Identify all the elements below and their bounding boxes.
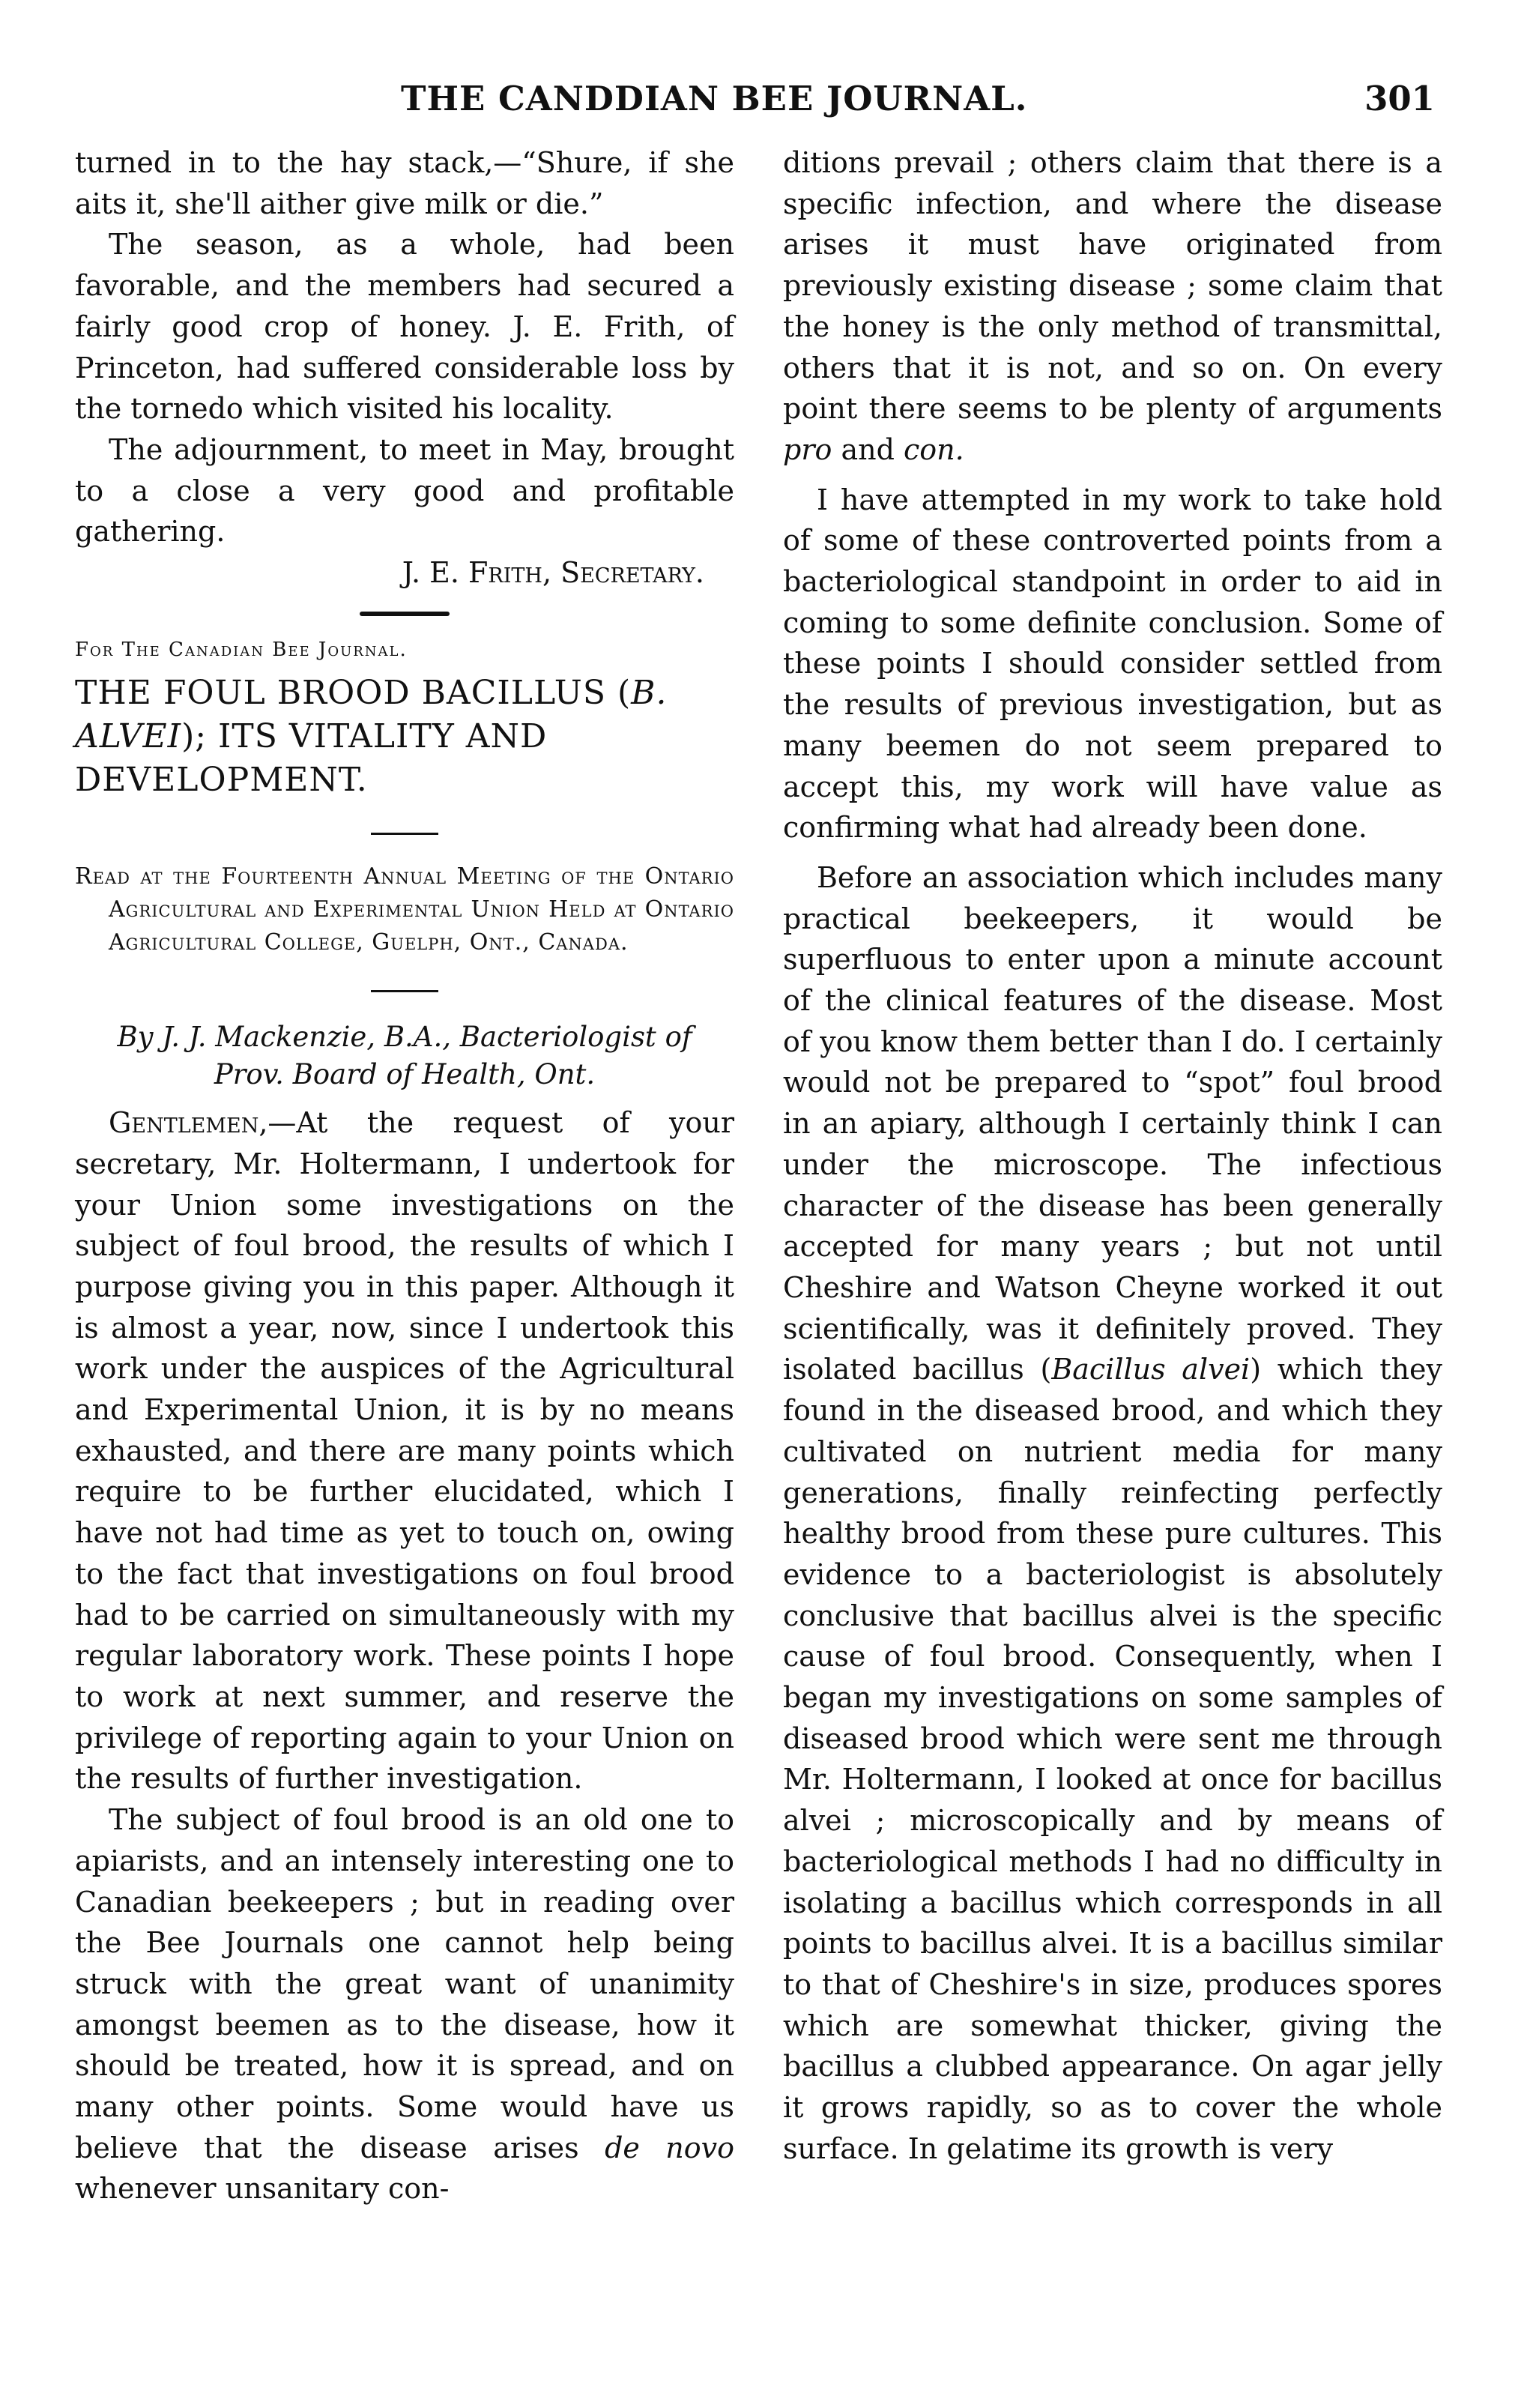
short-rule-2 <box>75 968 734 1010</box>
paragraph-conditions-text: ditions prevail ; others claim that there is a specific infection, and where the disease arises it must have originated from previously existing disease ; some claim that the honey is the only method of transmittal, others that it is not, and so on. On every point there seems to be plenty of arguments <box>783 146 1442 426</box>
paragraph-gentlemen <box>75 1102 734 1799</box>
de-novo-italic: de novo <box>605 2131 734 2164</box>
and-word: and <box>832 432 904 466</box>
byline <box>75 1019 734 1093</box>
paragraph-conditions <box>783 142 1442 471</box>
ornament-separator <box>75 604 734 619</box>
paragraph-subject-text-a: The subject of foul brood is an old one to apiarists, and an intensely interesting one to Canadian beekeepers ; but in reading over the Bee Journals one cannot help being struck with the great want of unanimity amongst beemen as to the disease, how it should be treated, how it is spread, and on many other points. Some would have us believe that the disease arises <box>75 1803 734 2164</box>
paragraph-association-text-b: ) which they found in the diseased brood, and which they cultivated on nutrient media for many generations, finally reinfecting perfectly healthy brood from these pure cultures. This evidence to a bacteriologist is absolutely conclusive that bacillus alvei is the specific cause of foul brood. Consequently, when I began my investigations on some samples of diseased brood which were sent me through Mr. Holtermann, I looked at once for bacillus alvei ; microscopically and by means of bacteriological methods I had no difficulty in isolating a bacillus which corresponds in all points to bacillus alvei. It is a bacillus similar to that of Cheshire's in size, produces spores which are somewhat thicker, giving the bacillus a clubbed appearance. On agar jelly it grows rapidly, so as to cover the whole surface. In gelatime its growth is very <box>783 1353 1443 2165</box>
article-title-part2: ); ITS VITALITY AND DEVELOPMENT. <box>75 716 548 799</box>
byline-line2: Prov. Board of Health, Ont. <box>214 1058 596 1091</box>
divider <box>371 833 438 835</box>
running-title: THE CANDDIAN BEE JOURNAL. <box>401 79 1028 118</box>
ornament-rule <box>360 612 450 616</box>
divider <box>371 990 438 992</box>
paragraph-season: The season, as a whole, had been favorable, and the members had secured a fairly good crop of honey. J. E. Frith, of Princeton, had suffered considerable loss by the tornedo which visited his locality. <box>75 228 734 426</box>
paragraph-gentlemen-text: —At the request of your secretary, Mr. Holtermann, I undertook for your Union some investigations on the subject of foul brood, the results of which I purpose giving you in this paper. Although it is almost a year, now, since I undertook this work under the auspices of the Agricultural and Experimental Union, it is by no means exhausted, and there are many points which require to be further elucidated, which I have not had time as yet to touch on, owing to the fact that investigations on foul brood had to be carried on simultaneously with my regular laboratory work. These points I hope to work at next summer, and reserve the privilege of reporting again to your Union on the results of further investigation. <box>75 1106 734 1796</box>
salutation: Gentlemen, <box>109 1106 268 1140</box>
paragraph-subject <box>75 1799 734 2209</box>
short-rule-1 <box>75 811 734 852</box>
bacillus-alvei-italic: Bacillus alvei <box>1051 1353 1251 1386</box>
page-header <box>71 79 1465 131</box>
left-column <box>75 142 734 2209</box>
paragraph-association <box>783 857 1442 2170</box>
con-italic: con. <box>904 432 964 466</box>
paragraph-continued: turned in to the hay stack,—“Shure, if she aits it, she'll aither give milk or die.” <box>75 146 734 220</box>
paragraph-association-text-a: Before an association which includes many practical beekeepers, it would be superfluous to enter upon a minute account of the clinical features of the disease. Most of you know them better than I do. I certainly would not be prepared to “spot” foul brood in an apiary, although I certainly think I can under the microscope. The infectious character of the disease has been generally accepted for many years ; but not until Cheshire and Watson Cheyne worked it out scientifically, was it definitely proved. They isolated bacillus ( <box>783 860 1442 1386</box>
article-title-part1: THE FOUL BROOD BACILLUS ( <box>75 673 632 712</box>
right-column <box>783 142 1442 2169</box>
page-number: 301 <box>1364 79 1435 118</box>
paragraph-adjournment: The adjournment, to meet in May, brought to a close a very good and profitable gathering. <box>75 432 734 549</box>
article-title <box>75 672 734 802</box>
secretary-signature: J. E. Frith, Secretary. <box>402 556 704 590</box>
read-at-notice: Read at the Fourteenth Annual Meeting of the Ontario Agricultural and Experimental Union Held at Ontario Agricultural College, Guelph, Ont., Canada. <box>75 863 734 956</box>
article-title-italic: B. ALVEI <box>75 673 668 755</box>
for-journal-line: For The Canadian Bee Journal. <box>75 638 408 661</box>
byline-line1: By J. J. Mackenzie, B.A., Bacteriologist of <box>117 1021 692 1054</box>
paragraph-attempted: I have attempted in my work to take hold of some of these controverted points from a bacteriological standpoint in order to aid in coming to some definite conclusion. Some of these points I should consider settled from the results of previous investigation, but as many beemen do not seem prepared to accept this, my work will have value as confirming what had already been done. <box>783 483 1442 845</box>
pro-italic: pro <box>783 432 832 466</box>
paragraph-subject-text-b: whenever unsanitary con- <box>75 2172 450 2206</box>
